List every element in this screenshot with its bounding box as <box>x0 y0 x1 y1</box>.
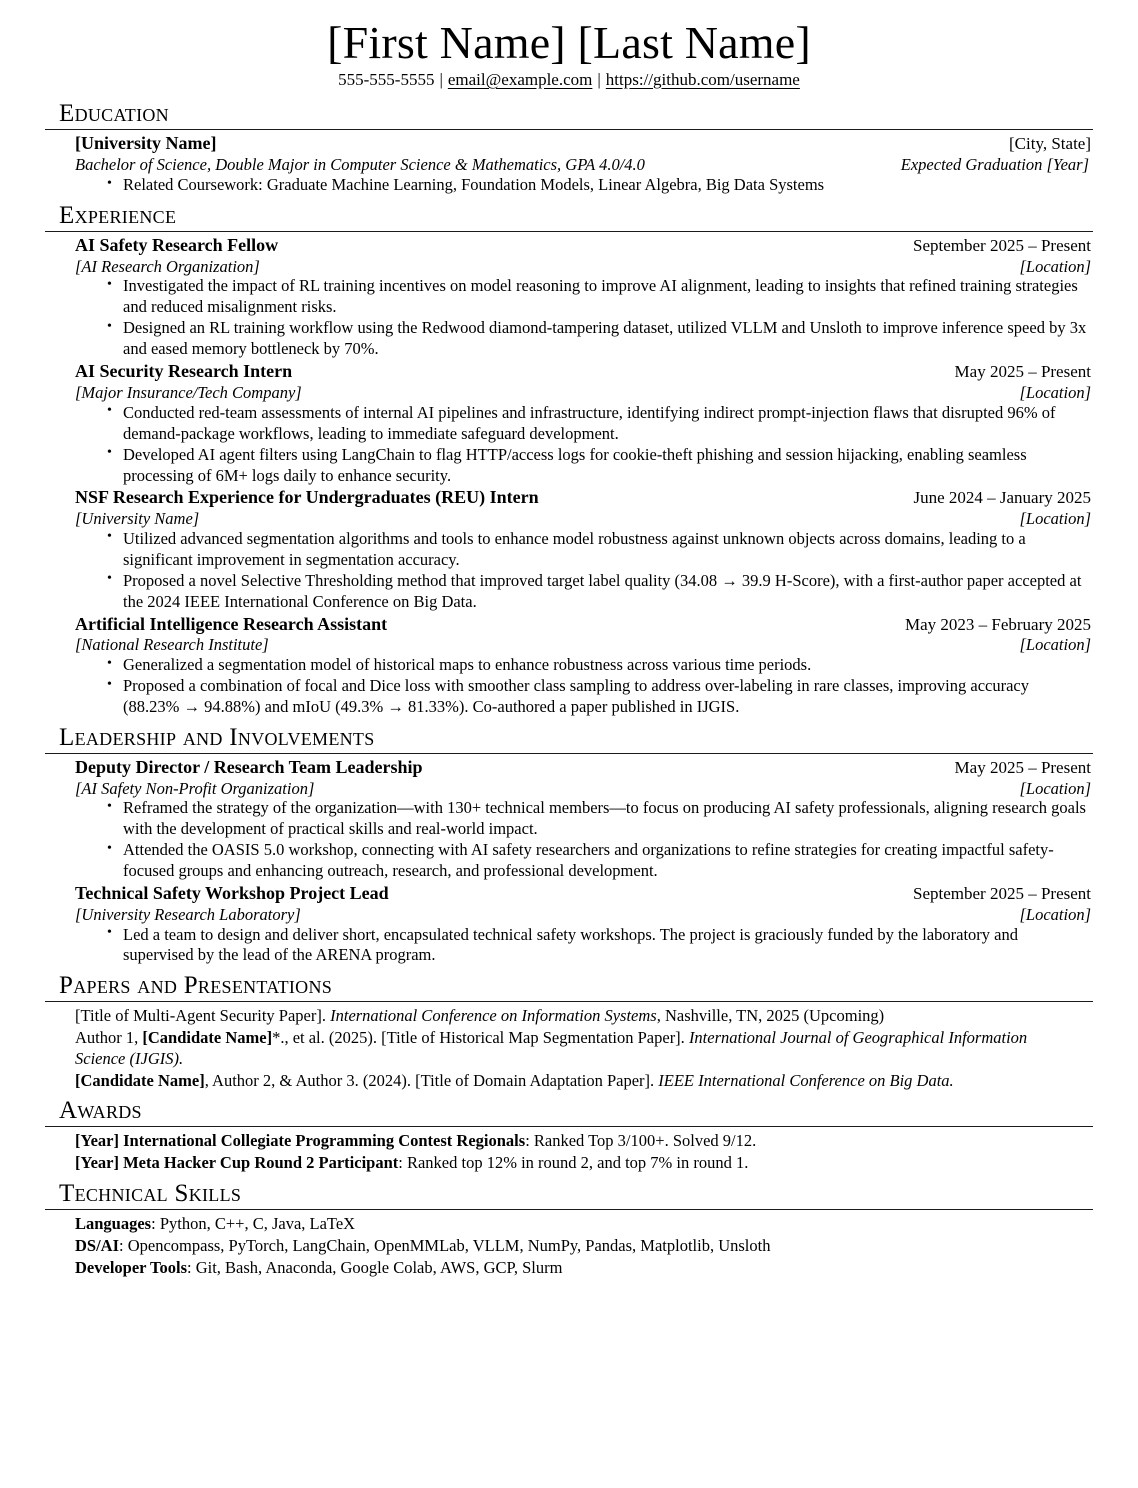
entry-location: [Location] <box>1019 256 1091 276</box>
entry-organization: [AI Safety Non-Profit Organization] <box>75 778 315 798</box>
entry-header <box>75 235 1091 257</box>
contact-line <box>45 70 1093 91</box>
award-detail: : Ranked top 12% in round 2, and top 7% in round 1. <box>398 1152 749 1172</box>
list-item: • Related Coursework: Graduate Machine Learning, Foundation Models, Linear Algebra, Big Data Systems <box>123 175 1091 196</box>
entry-bullets <box>75 925 1091 967</box>
section-skills <box>45 1180 1093 1279</box>
skill-values: : Opencompass, PyTorch, LangChain, OpenMMLab, VLLM, NumPy, Pandas, Matplotlib, Unsloth <box>119 1235 771 1255</box>
entry-location: [Location] <box>1019 778 1091 798</box>
entry-bullets <box>75 403 1091 487</box>
entry-subheader <box>75 383 1091 403</box>
list-item: • Investigated the impact of RL training incentives on model reasoning to improve AI alignment, leading to insights that refined training strategies and reduced misalignment risks. <box>123 276 1091 318</box>
entry-title: Deputy Director / Research Team Leadership <box>75 756 423 777</box>
experience-entry <box>75 235 1091 360</box>
section-rule-experience <box>45 231 1093 232</box>
paper-candidate-name: [Candidate Name] <box>142 1027 273 1047</box>
skill-category: DS/AI <box>75 1235 120 1255</box>
section-title-education: Education <box>59 100 169 128</box>
section-papers <box>45 972 1093 1091</box>
entry-location: [Location] <box>1019 382 1091 402</box>
entry-title: Technical Safety Workshop Project Lead <box>75 883 389 904</box>
paper-venue: IEEE International Conference on Big Data. <box>658 1070 954 1090</box>
experience-entry <box>75 487 1091 612</box>
list-item: • Utilized advanced segmentation algorithms and tools to enhance model robustness against unknown objects across domains, leading to a significant improvement in segmentation accuracy. <box>123 529 1091 571</box>
education-school: [University Name] <box>75 133 217 154</box>
entry-date: May 2025 – Present <box>954 757 1091 777</box>
entry-organization: [University Name] <box>75 509 200 529</box>
education-entry-row-1 <box>75 133 1091 155</box>
section-rule-skills <box>45 1209 1093 1210</box>
section-title-leadership: Leadership and Involvements <box>59 723 375 751</box>
entry-date: September 2025 – Present <box>913 884 1091 904</box>
list-item: • Designed an RL training workflow using the Redwood diamond-tampering dataset, utilized VLLM and Unsloth to improve inference speed by 3x and eased memory bottleneck by 70%. <box>123 318 1091 360</box>
skill-line <box>75 1235 1093 1257</box>
leadership-entries <box>45 757 1093 967</box>
section-experience <box>45 202 1093 718</box>
list-item: • Generalized a segmentation model of historical maps to enhance robustness across various time periods. <box>123 655 1091 676</box>
entry-organization: [National Research Institute] <box>75 635 269 655</box>
list-item: • Proposed a novel Selective Thresholding method that improved target label quality (34.08 → 39.9 H-Score), with a first-author paper accepted at the 2024 IEEE International Conference on Big Data. <box>123 571 1091 613</box>
entry-title: AI Safety Research Fellow <box>75 235 279 256</box>
list-item: • Led a team to design and deliver short, encapsulated technical safety workshops. The project is graciously funded by the laboratory and supervised by the lead of the ARENA program. <box>123 925 1091 967</box>
section-title-experience: Experience <box>59 202 177 230</box>
section-title-papers: Papers and Presentations <box>59 972 333 1000</box>
entry-subheader <box>75 257 1091 277</box>
entry-date: May 2025 – Present <box>954 362 1091 382</box>
entry-date: May 2023 – February 2025 <box>904 614 1091 634</box>
paper-authors-prefix: Author 1, <box>75 1027 143 1047</box>
experience-entries <box>45 235 1093 718</box>
paper-title: *., et al. (2025). [Title of Historical Map Segmentation Paper]. <box>272 1027 689 1047</box>
contact-separator-2: | <box>597 69 601 89</box>
phone-number: 555-555-5555 <box>338 69 435 89</box>
paper-entry <box>75 1005 1033 1026</box>
section-rule-leadership <box>45 753 1093 754</box>
email-link[interactable]: email@example.com <box>447 69 593 89</box>
award-name: [Year] Meta Hacker Cup Round 2 Participant <box>75 1152 399 1172</box>
education-graduation: Expected Graduation [Year] <box>900 155 1089 174</box>
section-title-awards: Awards <box>59 1097 142 1125</box>
entry-location: [Location] <box>1019 904 1091 924</box>
entry-bullets <box>75 655 1091 718</box>
contact-separator-1: | <box>439 69 443 89</box>
entry-date: June 2024 – January 2025 <box>913 488 1091 508</box>
entry-location: [Location] <box>1019 509 1091 529</box>
entry-subheader <box>75 905 1091 925</box>
paper-entry <box>75 1070 1033 1091</box>
education-degree: Bachelor of Science, Double Major in Computer Science & Mathematics, GPA 4.0/4.0 <box>75 155 645 174</box>
award-entry <box>75 1152 1093 1174</box>
section-title-skills: Technical Skills <box>59 1179 242 1207</box>
entry-organization: [University Research Laboratory] <box>75 904 301 924</box>
skill-line <box>75 1257 1093 1279</box>
award-name: [Year] International Collegiate Programming Contest Regionals <box>75 1131 526 1151</box>
entry-bullets <box>75 276 1091 360</box>
entry-header <box>75 614 1091 636</box>
leadership-entry <box>75 883 1091 966</box>
entry-title: Artificial Intelligence Research Assistant <box>75 613 388 634</box>
paper-venue: International Journal of Geographical Information Science (IJGIS). <box>75 1027 1028 1069</box>
section-rule-education <box>45 129 1093 130</box>
section-leadership <box>45 724 1093 967</box>
skill-line <box>75 1213 1093 1235</box>
entry-location: [Location] <box>1019 635 1091 655</box>
section-rule-papers <box>45 1001 1093 1002</box>
candidate-name: [First Name] [Last Name] <box>327 17 811 68</box>
entry-subheader <box>75 509 1091 529</box>
skill-values: : Git, Bash, Anaconda, Google Colab, AWS, GCP, Slurm <box>187 1257 563 1277</box>
entry-organization: [AI Research Organization] <box>75 256 260 276</box>
skill-values: : Python, C++, C, Java, LaTeX <box>151 1213 356 1233</box>
awards-entries <box>45 1130 1093 1174</box>
skills-entries <box>45 1213 1093 1279</box>
paper-title: [Title of Multi-Agent Security Paper]. <box>75 1006 331 1026</box>
leadership-entry <box>75 757 1091 882</box>
entry-bullets <box>75 529 1091 613</box>
award-detail: : Ranked Top 3/100+. Solved 9/12. <box>525 1131 757 1151</box>
paper-entry <box>75 1027 1033 1070</box>
entry-header <box>75 487 1091 509</box>
section-awards <box>45 1097 1093 1174</box>
list-item: • Reframed the strategy of the organization—with 130+ technical members—to focus on producing AI safety professionals, aligning research goals with the development of practical skills and real-world impact. <box>123 798 1091 840</box>
entry-header <box>75 757 1091 779</box>
paper-details: , Nashville, TN, 2025 (Upcoming) <box>656 1006 885 1026</box>
list-item: • Attended the OASIS 5.0 workshop, connecting with AI safety researchers and organizations to refine strategies for creating impactful safety-focused groups and enhancing outreach, research, and professional development. <box>123 840 1091 882</box>
entry-bullets <box>75 798 1091 882</box>
education-entry <box>75 133 1091 196</box>
list-item: • Conducted red-team assessments of internal AI pipelines and infrastructure, identifying indirect prompt-injection flaws that disrupted 96% of demand-package workflows, leading to immediate safeguard development. <box>123 403 1091 445</box>
paper-title: , Author 2, & Author 3. (2024). [Title of Domain Adaptation Paper]. <box>204 1070 659 1090</box>
skill-category: Developer Tools <box>75 1257 187 1277</box>
experience-entry <box>75 614 1091 718</box>
resume-header <box>45 18 1093 90</box>
list-item: • Developed AI agent filters using LangChain to flag HTTP/access logs for cookie-theft phishing and session hijacking, enabling seamless processing of 6M+ logs daily to enhance security. <box>123 445 1091 487</box>
list-item: • Proposed a combination of focal and Dice loss with smoother class sampling to address over-labeling in rare classes, improving accuracy (88.23% → 94.88%) and mIoU (49.3% → 81.33%). Co-authored a paper published in IJGIS. <box>123 676 1091 718</box>
education-entry-row-2 <box>75 155 1091 175</box>
skill-category: Languages <box>75 1213 152 1233</box>
section-education <box>45 100 1093 196</box>
education-location: [City, State] <box>1009 134 1091 154</box>
entry-subheader <box>75 779 1091 799</box>
paper-candidate-name: [Candidate Name] <box>75 1070 205 1090</box>
award-entry <box>75 1130 1093 1152</box>
education-bullets <box>75 175 1091 196</box>
entry-organization: [Major Insurance/Tech Company] <box>75 382 302 402</box>
entry-header <box>75 883 1091 905</box>
experience-entry <box>75 361 1091 486</box>
entry-title: NSF Research Experience for Undergraduates (REU) Intern <box>75 487 539 508</box>
entry-subheader <box>75 635 1091 655</box>
entry-header <box>75 361 1091 383</box>
paper-venue: International Conference on Information Systems <box>330 1006 657 1026</box>
github-link[interactable]: https://github.com/username <box>605 69 800 89</box>
entry-date: September 2025 – Present <box>913 236 1091 256</box>
papers-entries <box>45 1005 1093 1091</box>
education-entries <box>45 133 1093 196</box>
entry-title: AI Security Research Intern <box>75 361 293 382</box>
section-rule-awards <box>45 1126 1093 1127</box>
